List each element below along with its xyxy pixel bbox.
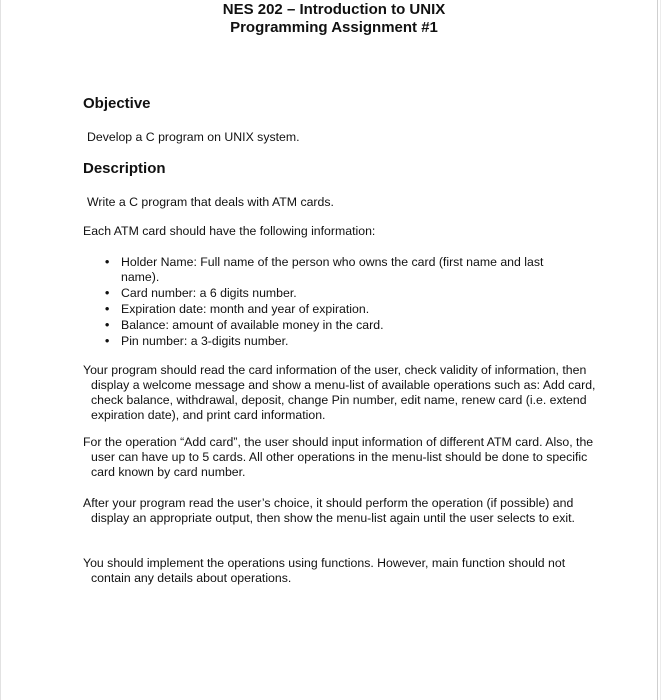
list-item-text: Expiration date: month and year of expiration. bbox=[121, 302, 370, 316]
page-edge-right-inner bbox=[660, 0, 661, 700]
card-info-lead: Each ATM card should have the following information: bbox=[83, 224, 376, 238]
objective-heading: Objective bbox=[83, 95, 151, 112]
document-title bbox=[0, 1, 668, 37]
page-edge-right bbox=[657, 0, 658, 700]
page-edge-left bbox=[0, 0, 1, 700]
bullet-icon: • bbox=[105, 334, 110, 348]
bullet-icon: • bbox=[105, 255, 110, 269]
description-intro: Write a C program that deals with ATM cards. bbox=[87, 195, 334, 209]
list-item-text: Card number: a 6 digits number. bbox=[121, 286, 297, 300]
bullet-icon: • bbox=[105, 302, 110, 316]
objective-text: Develop a C program on UNIX system. bbox=[87, 130, 300, 144]
list-item-text: Pin number: a 3-digits number. bbox=[121, 334, 289, 348]
document-title-line2: Programming Assignment #1 bbox=[230, 19, 438, 36]
bullet-icon: • bbox=[105, 318, 110, 332]
list-item bbox=[105, 318, 585, 333]
paragraph-add-card: For the operation “Add card”, the user should input information of different ATM card. Also, the user can have up to 5 cards. All other operations in the menu-list should be done to specific card known by card number. bbox=[83, 435, 594, 479]
list-item-text: Balance: amount of available money in the card. bbox=[121, 318, 384, 332]
list-item-text: Holder Name: Full name of the person who owns the card (first name and last name). bbox=[121, 255, 544, 284]
card-info-list bbox=[105, 255, 585, 350]
paragraph-user-choice: After your program read the user’s choice, it should perform the operation (if possible) and display an appropriate output, then show the menu-list again until the user selects to exit. bbox=[83, 496, 575, 525]
list-item bbox=[105, 302, 585, 317]
description-heading: Description bbox=[83, 160, 166, 177]
bullet-icon: • bbox=[105, 286, 110, 300]
document-title-line1: NES 202 – Introduction to UNIX bbox=[222, 1, 446, 18]
list-item bbox=[105, 255, 585, 285]
paragraph-program-flow: Your program should read the card information of the user, check validity of information, then display a welcome message and show a menu-list of available operations such as: Add card, check balance, withdrawal, deposit, change Pin number, edit name, renew card (i.e. extend expiration date), and print card information. bbox=[83, 363, 596, 422]
paragraph-functions: You should implement the operations using functions. However, main function should not contain any details about operations. bbox=[83, 556, 566, 585]
list-item bbox=[105, 334, 585, 349]
list-item bbox=[105, 286, 585, 301]
